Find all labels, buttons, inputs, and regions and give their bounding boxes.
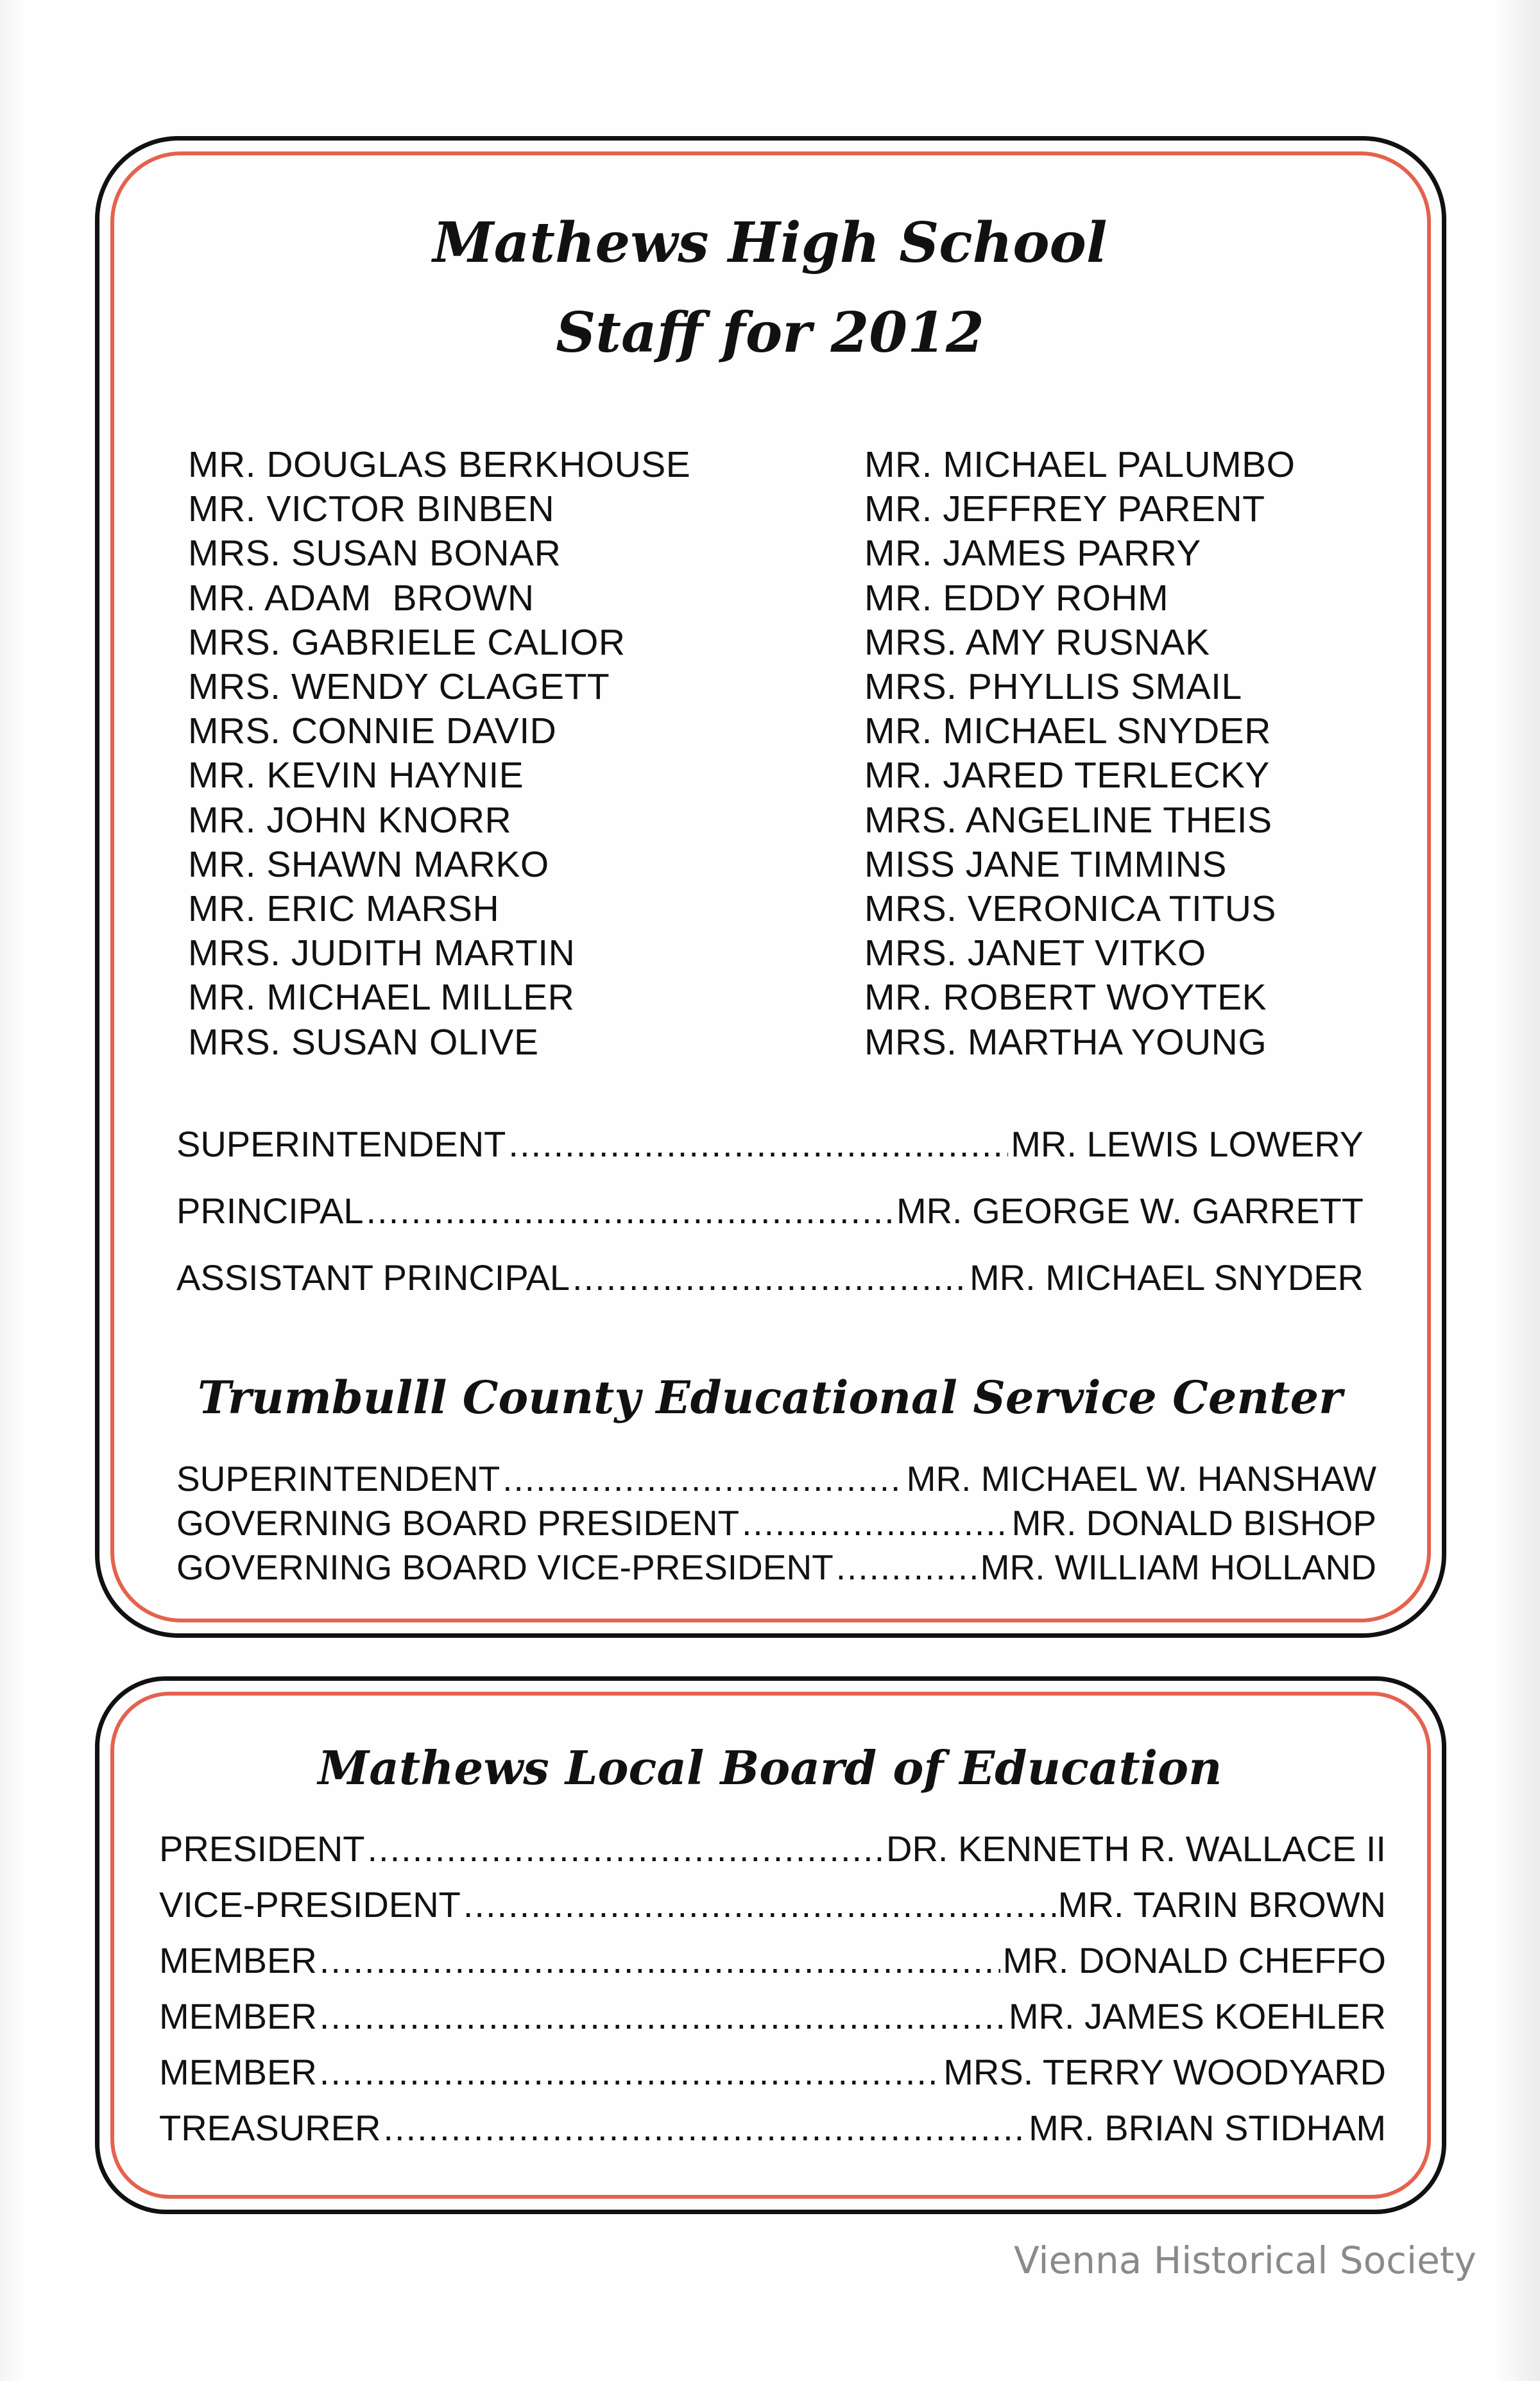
staff-member: MRS. SUSAN BONAR (188, 533, 561, 574)
staff-member: MR. JOHN KNORR (188, 799, 512, 841)
staff-member: MRS. MARTHA YOUNG (864, 1021, 1267, 1063)
admin-row-superintendent (176, 1123, 1364, 1165)
dot-leader (366, 1190, 893, 1232)
admin-name: MR. GEORGE W. GARRETT (896, 1190, 1364, 1231)
staff-member: MR. KEVIN HAYNIE (188, 755, 524, 796)
staff-member: MR. JARED TERLECKY (864, 755, 1270, 796)
staff-member: MR. SHAWN MARKO (188, 843, 549, 885)
dot-leader (836, 1547, 978, 1588)
staff-member: MRS. JUDITH MARTIN (188, 933, 576, 974)
esc-name: MR. MICHAEL W. HANSHAW (906, 1459, 1376, 1499)
board-row-member-3 (159, 2051, 1386, 2093)
admin-name: MR. MICHAEL SNYDER (969, 1257, 1364, 1298)
staff-member: MRS. JANET VITKO (864, 933, 1206, 974)
esc-role: GOVERNING BOARD VICE-PRESIDENT (176, 1547, 834, 1587)
board-name: MRS. TERRY WOODYARD (943, 2052, 1386, 2092)
staff-member: MR. DOUGLAS BERKHOUSE (188, 444, 691, 485)
board-name: MR. DONALD CHEFFO (1002, 1940, 1386, 1981)
board-row-member-2 (159, 1995, 1386, 2037)
board-role: MEMBER (159, 1996, 317, 2036)
board-name: MR. JAMES KOEHLER (1008, 1996, 1386, 2036)
dot-leader (508, 1123, 1008, 1165)
staff-member: MR. ROBERT WOYTEK (864, 977, 1267, 1019)
board-role: TREASURER (159, 2108, 381, 2148)
board-row-treasurer (159, 2107, 1386, 2149)
board-role: MEMBER (159, 2052, 317, 2092)
staff-member: MR. EDDY ROHM (864, 577, 1169, 619)
staff-member: MR. JAMES PARRY (864, 533, 1201, 574)
staff-title-line2: Staff for 2012 (556, 300, 984, 365)
esc-name: MR. WILLIAM HOLLAND (980, 1547, 1376, 1587)
staff-member: MRS. GABRIELE CALIOR (188, 621, 626, 663)
admin-row-principal (176, 1190, 1364, 1232)
esc-name: MR. DONALD BISHOP (1011, 1503, 1376, 1543)
board-name: MR. BRIAN STIDHAM (1029, 2108, 1386, 2148)
dot-leader (383, 2107, 1026, 2149)
staff-member: MRS. CONNIE DAVID (188, 710, 557, 752)
staff-member: MRS. PHYLLIS SMAIL (864, 666, 1242, 708)
staff-list-right (864, 443, 1295, 1065)
dot-leader (320, 1939, 1000, 1981)
staff-member: MR. MICHAEL PALUMBO (864, 444, 1296, 485)
dot-leader (502, 1458, 903, 1499)
watermark-text: Vienna Historical Society (1014, 2239, 1476, 2282)
dot-leader (368, 1828, 884, 1870)
staff-list-left (188, 443, 690, 1065)
esc-row-superintendent (176, 1458, 1376, 1499)
staff-member: MR. ADAM BROWN (188, 577, 535, 619)
admin-row-assistant-principal (176, 1257, 1364, 1298)
board-row-member-1 (159, 1939, 1386, 1981)
board-name: DR. KENNETH R. WALLACE II (886, 1828, 1386, 1869)
admin-role: SUPERINTENDENT (176, 1124, 506, 1164)
board-title: Mathews Local Board of Education (318, 1741, 1222, 1795)
staff-member: MR. ERIC MARSH (188, 888, 500, 930)
staff-member: MRS. ANGELINE THEIS (864, 799, 1272, 841)
staff-member: MR. MICHAEL MILLER (188, 977, 575, 1019)
board-role: MEMBER (159, 1940, 317, 1981)
esc-role: SUPERINTENDENT (176, 1459, 501, 1499)
esc-role: GOVERNING BOARD PRESIDENT (176, 1503, 740, 1543)
admin-role: PRINCIPAL (176, 1190, 364, 1231)
staff-member: MRS. AMY RUSNAK (864, 621, 1210, 663)
staff-member: MR. MICHAEL SNYDER (864, 710, 1271, 752)
admin-name: MR. LEWIS LOWERY (1011, 1124, 1364, 1164)
staff-member: MRS. SUSAN OLIVE (188, 1021, 539, 1063)
staff-title-line1: Mathews High School (432, 211, 1108, 275)
board-row-vice-president (159, 1884, 1386, 1925)
dot-leader (463, 1884, 1056, 1925)
admin-role: ASSISTANT PRINCIPAL (176, 1257, 570, 1298)
staff-member: MISS JANE TIMMINS (864, 843, 1227, 885)
dot-leader (572, 1257, 967, 1298)
esc-title: Trumbulll County Educational Service Center (197, 1371, 1343, 1424)
staff-member: MR. VICTOR BINBEN (188, 488, 555, 530)
board-name: MR. TARIN BROWN (1057, 1884, 1386, 1925)
board-role: VICE-PRESIDENT (159, 1884, 461, 1925)
esc-row-board-president (176, 1502, 1376, 1543)
dot-leader (320, 1995, 1006, 2037)
dot-leader (742, 1502, 1009, 1543)
board-role: PRESIDENT (159, 1828, 365, 1869)
staff-member: MRS. WENDY CLAGETT (188, 666, 610, 708)
board-row-president (159, 1828, 1386, 1870)
staff-member: MRS. VERONICA TITUS (864, 888, 1276, 930)
staff-member: MR. JEFFREY PARENT (864, 488, 1265, 530)
esc-row-board-vice-president (176, 1547, 1376, 1588)
dot-leader (320, 2051, 941, 2093)
